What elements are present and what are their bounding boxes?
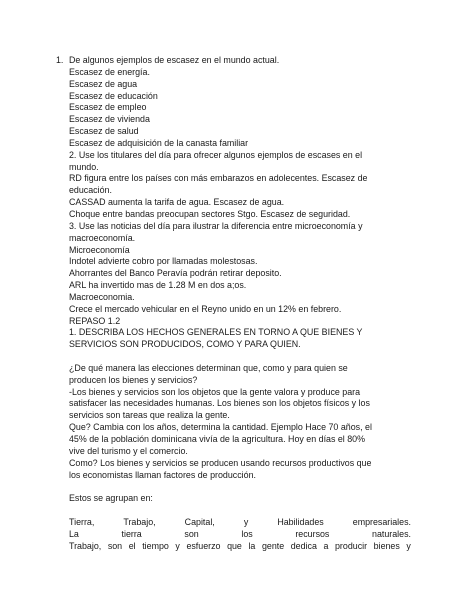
word: Tierra, [69, 516, 95, 527]
paragraph-line: producen los bienes y servicios? [69, 374, 198, 385]
question-2-cont: mundo. [69, 161, 99, 172]
section-heading: REPASO 1.2 [69, 315, 121, 326]
word: y [406, 540, 411, 551]
word: y [175, 540, 180, 551]
paragraph-line: Estos se agrupan en: [69, 493, 153, 504]
blank-line [69, 481, 411, 493]
word: los [241, 528, 253, 539]
paragraph-line: satisfacer las necesidades humanas. Los bienes son los objetos físicos y los [69, 398, 370, 409]
question-3: 3. Use las noticias del día para ilustrar la diferencia entre microeconomía y [69, 220, 363, 231]
factors-line [69, 517, 411, 529]
list-item: Escasez de adquisición de la canasta familiar [69, 137, 249, 148]
repaso-question: 1. DESCRIBA LOS HECHOS GENERALES EN TORNO A QUE BIENES Y [69, 327, 363, 338]
question-1: De algunos ejemplos de escasez en el mundo actual. [69, 55, 280, 65]
word: empresariales. [352, 516, 411, 527]
word: son [184, 528, 199, 539]
word: gente [261, 540, 285, 551]
headline-example: RD figura entre los países con más embarazos en adolecentes. Escasez de [69, 173, 368, 184]
word: dedica [290, 540, 317, 551]
word: tierra [121, 528, 142, 539]
paragraph-line: 45% de la población dominicana vivía de la agricultura. Hoy en días el 80% [69, 434, 366, 444]
word: naturales. [372, 528, 411, 539]
paragraph-line: ¿De qué manera las elecciones determinan que, como y para quien se [69, 362, 348, 373]
blank-line [69, 505, 411, 517]
word: Habilidades [277, 516, 324, 527]
word: son [107, 540, 123, 551]
question-3-cont: macroeconomía. [69, 232, 136, 243]
list-item: Escasez de educación [69, 90, 158, 101]
list-item: Escasez de vivienda [69, 114, 150, 125]
word: La [69, 528, 79, 539]
news-item: Indotel advierte cobro por llamadas molestosas. [69, 256, 258, 267]
list-item: Escasez de empleo [69, 102, 147, 113]
word: producir [335, 540, 368, 551]
word: la [248, 540, 256, 551]
paragraph-line: Como? Los bienes y servicios se producen usando recursos productivos que [69, 457, 372, 468]
trabajo-line [69, 541, 411, 553]
paragraph-line: vive del turismo y el comercio. [69, 445, 188, 456]
headline-example: Choque entre bandas preocupan sectores Stgo. Escasez de seguridad. [69, 208, 351, 219]
word: Capital, [184, 516, 215, 527]
repaso-question-cont: SERVICIOS SON PRODUCIDOS, COMO Y PARA QUIEN. [69, 339, 301, 350]
news-item: Crece el mercado vehicular en el Reyno unido en un 12% en febrero. [69, 303, 342, 314]
list-item: Escasez de agua [69, 78, 138, 89]
paragraph-line: Que? Cambia con los años, determina la cantidad. Ejemplo Hace 70 años, el [69, 422, 372, 433]
news-item: Ahorrantes del Banco Peravía podrán retirar deposito. [69, 268, 282, 279]
word: que [227, 540, 242, 551]
word: Trabajo, [123, 516, 156, 527]
word: bienes [373, 540, 400, 551]
subheading-macro: Macroeconomia. [69, 291, 135, 302]
headline-example: CASSAD aumenta la tarifa de agua. Escasez de agua. [69, 197, 285, 208]
list-item: Escasez de energía. [69, 66, 150, 77]
tierra-line [69, 529, 411, 541]
word: Trabajo, [69, 540, 102, 551]
paragraph-line: -Los bienes y servicios son los objetos que la gente valora y produce para [69, 386, 361, 397]
word: recursos [295, 528, 330, 539]
subheading-micro: Microeconomía [69, 244, 130, 255]
question-2: 2. Use los titulares del día para ofrecer algunos ejemplos de escases en el [69, 149, 363, 160]
word: y [243, 516, 249, 527]
word: el [128, 540, 136, 551]
word: a [323, 540, 329, 551]
blank-line [69, 351, 411, 363]
list-marker: 1. [56, 55, 64, 65]
news-item: ARL ha invertido mas de 1.28 M en dos a;os. [69, 280, 247, 291]
document-body [56, 55, 411, 552]
paragraph-line: servicios son tareas que realiza la gente. [69, 410, 230, 421]
word: tiempo [142, 540, 169, 551]
list-item: Escasez de salud [69, 126, 139, 137]
paragraph-line: los economistas llaman factores de producción. [69, 469, 256, 480]
word: esfuerzo [186, 540, 221, 551]
headline-example-cont: educación. [69, 185, 112, 196]
